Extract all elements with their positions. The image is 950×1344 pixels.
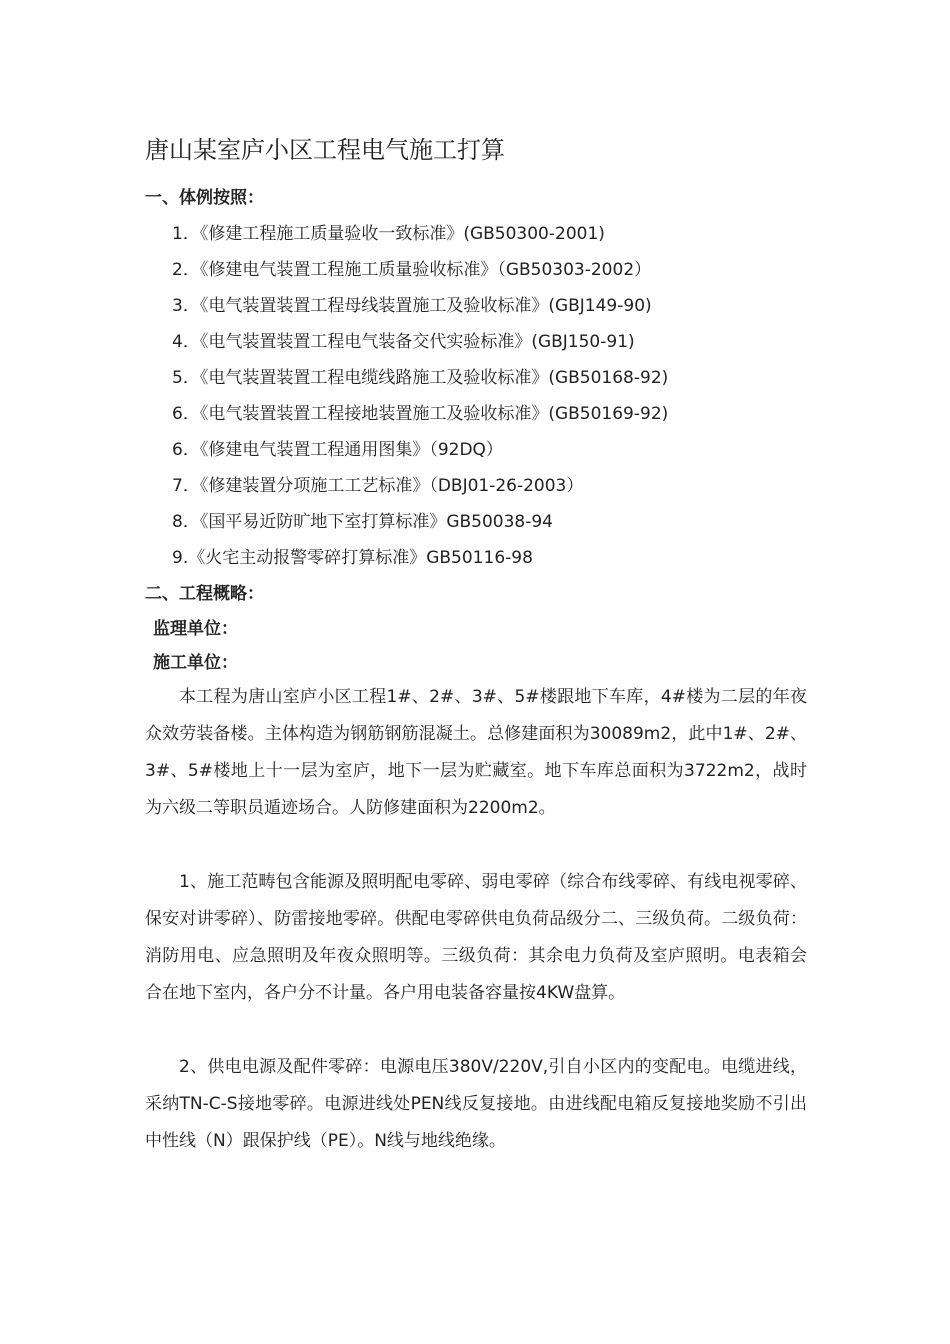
document-title: 唐山某室庐小区工程电气施工打算 [145, 136, 505, 164]
list-item: 4．《电气装置装置工程电气装备交代实验标准》(GBJ150-91) [172, 332, 635, 352]
supervisor-label: 监理单位： [153, 619, 238, 639]
section2-heading: 二、工程概略： [145, 584, 264, 604]
list-item: 7．《修建装置分项施工工艺标准》（DBJ01-26-2003） [172, 476, 584, 496]
standards-list [172, 222, 668, 582]
list-item: 6．《修建电气装置工程通用图集》（92DQ） [172, 440, 503, 460]
power-supply-paragraph: 2、供电电源及配件零碎：电源电压380V/220V,引自小区内的变配电。电缆进线，采纳TN-C-S接地零碎。电源进线处PEN线反复接地。由进线配电箱反复接地奖励不引出中性线（N）跟保护线（PE）。N线与地线绝缘。 [145, 1057, 807, 1151]
list-item: 3．《电气装置装置工程母线装置施工及验收标准》(GBJ149-90) [172, 296, 652, 316]
list-item: 6．《电气装置装置工程接地装置施工及验收标准》(GB50169-92) [172, 404, 669, 424]
section1-heading: 一、体例按照： [145, 188, 264, 208]
list-item: 8．《国平易近防旷地下室打算标准》GB50038-94 [172, 512, 553, 532]
list-item: 5．《电气装置装置工程电缆线路施工及验收标准》(GB50168-92) [172, 368, 669, 388]
list-item: 9.《火宅主动报警零碎打算标准》GB50116-98 [172, 548, 533, 568]
list-item: 2．《修建电气装置工程施工质量验收标准》（GB50303-2002） [172, 260, 652, 280]
contractor-label: 施工单位： [153, 653, 238, 673]
list-item: 1．《修建工程施工质量验收一致标准》(GB50300-2001) [172, 224, 605, 244]
overview-paragraph: 本工程为唐山室庐小区工程1#、2#、3#、5#楼跟地下车库，4#楼为二层的年夜众效劳装备楼。主体构造为钢筋钢筋混凝土。总修建面积为30089m2，此中1#、2#、3#、5#楼地上十一层为室庐，地下一层为贮藏室。地下车库总面积为3722m2，战时为六级二等职员遁迹场合。人防修建面积为2200m2。 [145, 687, 807, 818]
scope-paragraph: 1、施工范畴包含能源及照明配电零碎、弱电零碎（综合布线零碎、有线电视零碎、保安对讲零碎）、防雷接地零碎。供配电零碎供电负荷品级分二、三级负荷。二级负荷：消防用电、应急照明及年夜众照明等。三级负荷：其余电力负荷及室庐照明。电表箱会合在地下室内，各户分不计量。各户用电装备容量按4KW盘算。 [145, 872, 807, 1003]
